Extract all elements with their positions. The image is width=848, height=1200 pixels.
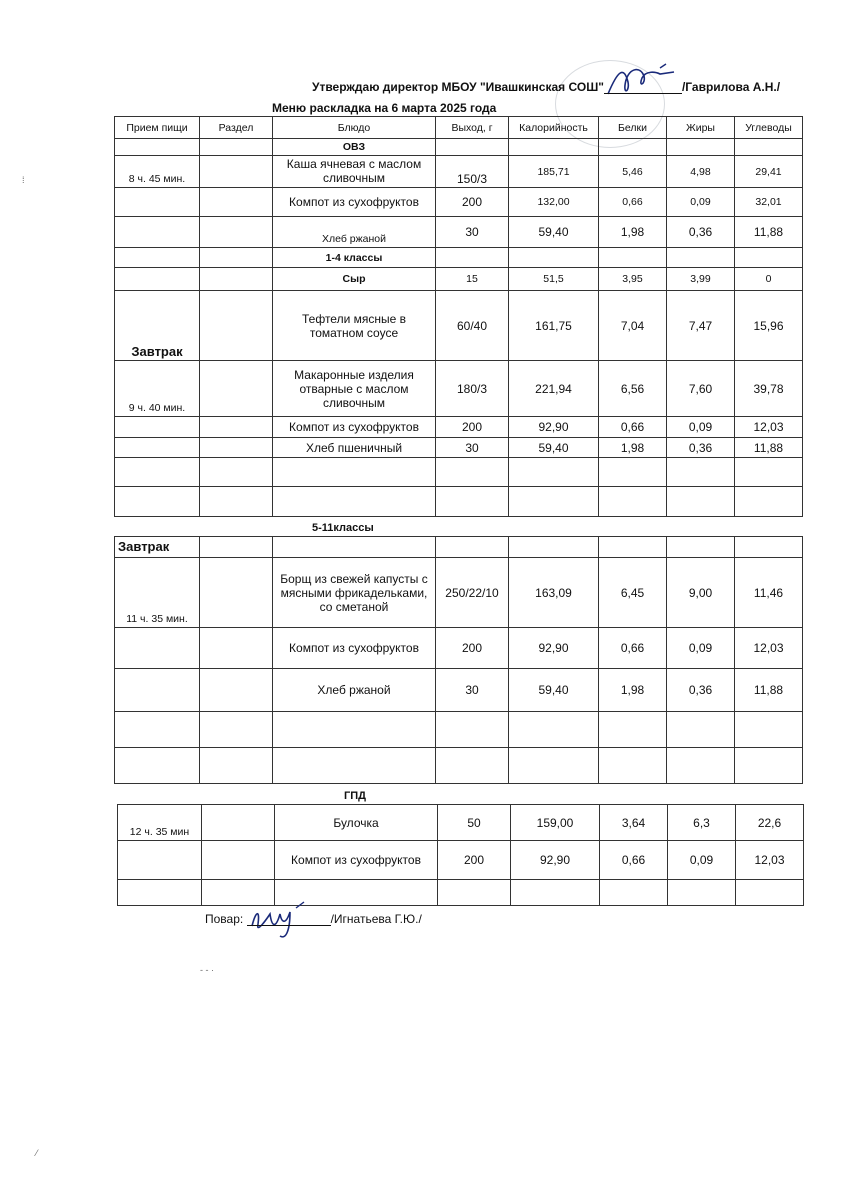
dish-fat: 9,00 (667, 558, 735, 628)
empty-row (115, 748, 803, 784)
dish-carbs: 11,88 (735, 669, 803, 712)
dish-name: Борщ из свежей капусты с мясными фрикадельками, со сметаной (273, 558, 436, 628)
dish-carbs: 22,6 (736, 805, 804, 841)
col-carbs: Углеводы (735, 117, 803, 139)
dish-output: 30 (436, 217, 509, 248)
meal-time-5-11: 11 ч. 35 мин. (115, 558, 200, 628)
meal-time-gpd: 12 ч. 35 мин (118, 805, 202, 841)
dish-carbs: 39,78 (735, 361, 803, 417)
dish-output: 60/40 (436, 291, 509, 361)
approval-text: Утверждаю директор МБОУ "Ивашкинская СОШ" (312, 80, 604, 94)
dish-protein: 0,66 (599, 417, 667, 438)
dish-output: 150/3 (436, 156, 509, 188)
dish-output: 180/3 (436, 361, 509, 417)
table-row (115, 558, 803, 628)
dish-name: Компот из сухофруктов (273, 417, 436, 438)
dish-protein: 0,66 (599, 628, 667, 669)
table-row (115, 188, 803, 217)
table-row (115, 438, 803, 458)
col-kcal: Калорийность (509, 117, 599, 139)
dish-kcal: 51,5 (509, 268, 599, 291)
table-header-row (115, 117, 803, 139)
dish-carbs: 12,03 (736, 841, 804, 880)
col-protein: Белки (599, 117, 667, 139)
dish-name: Компот из сухофруктов (273, 188, 436, 217)
meal-label-1-4: Завтрак (115, 291, 200, 361)
dish-output: 200 (436, 188, 509, 217)
empty-row (115, 458, 803, 487)
dish-output: 200 (438, 841, 511, 880)
dish-carbs: 12,03 (735, 628, 803, 669)
dish-fat: 4,98 (667, 156, 735, 188)
dish-name: Каша ячневая с маслом сливочным (273, 156, 436, 188)
director-name: /Гаврилова А.Н./ (681, 80, 781, 94)
dish-output: 30 (436, 669, 509, 712)
dish-output: 200 (436, 628, 509, 669)
dish-carbs: 0 (735, 268, 803, 291)
dish-kcal: 159,00 (511, 805, 600, 841)
table-row (115, 156, 803, 188)
dish-fat: 0,36 (667, 438, 735, 458)
dish-protein: 0,66 (600, 841, 668, 880)
dish-carbs: 29,41 (735, 156, 803, 188)
dish-fat: 0,09 (667, 417, 735, 438)
section-label-5-11: 5-11классы (312, 522, 374, 534)
dish-output: 30 (436, 438, 509, 458)
dish-carbs: 11,88 (735, 438, 803, 458)
dish-kcal: 59,40 (509, 217, 599, 248)
dish-protein: 3,64 (600, 805, 668, 841)
dish-carbs: 32,01 (735, 188, 803, 217)
dish-name: Хлеб ржаной (273, 669, 436, 712)
menu-table-gpd (117, 804, 804, 906)
dish-fat: 0,09 (667, 628, 735, 669)
dish-kcal: 163,09 (509, 558, 599, 628)
dish-name: Сыр (273, 268, 436, 291)
table-row (115, 268, 803, 291)
dish-carbs: 11,46 (735, 558, 803, 628)
approval-line (312, 80, 780, 94)
menu-table-main (114, 116, 803, 517)
dish-carbs: 15,96 (735, 291, 803, 361)
dish-protein: 6,45 (599, 558, 667, 628)
section-label-ovz: ОВЗ (273, 139, 436, 156)
col-meal: Прием пищи (115, 117, 200, 139)
section-row-1-4 (115, 248, 803, 268)
table-row (115, 628, 803, 669)
cook-signature-blank (247, 913, 331, 926)
meal-time-1-4: 9 ч. 40 мин. (115, 361, 200, 417)
dish-output: 200 (436, 417, 509, 438)
dish-fat: 0,09 (667, 188, 735, 217)
meal-label-5-11: Завтрак (115, 537, 200, 558)
dish-protein: 1,98 (599, 669, 667, 712)
cook-label: Повар: (205, 912, 244, 926)
section-row-ovz (115, 139, 803, 156)
dish-fat: 6,3 (668, 805, 736, 841)
meal-time-ovz: 8 ч. 45 мин. (115, 156, 200, 188)
table-row (118, 805, 804, 841)
dish-carbs: 12,03 (735, 417, 803, 438)
dish-name: Хлеб ржаной (273, 217, 436, 248)
signature-blank (604, 81, 682, 94)
dish-kcal: 92,90 (509, 628, 599, 669)
dish-kcal: 161,75 (509, 291, 599, 361)
dish-kcal: 92,90 (509, 417, 599, 438)
dish-protein: 1,98 (599, 217, 667, 248)
dish-kcal: 92,90 (511, 841, 600, 880)
section-label-1-4: 1-4 классы (273, 248, 436, 268)
table-row (115, 217, 803, 248)
dish-kcal: 59,40 (509, 669, 599, 712)
empty-row (115, 487, 803, 517)
table-row (115, 417, 803, 438)
dish-name: Компот из сухофруктов (273, 628, 436, 669)
section-label-gpd: ГПД (344, 790, 366, 802)
empty-row (118, 880, 804, 906)
dish-kcal: 185,71 (509, 156, 599, 188)
dish-fat: 3,99 (667, 268, 735, 291)
table-row (118, 841, 804, 880)
dish-fat: 7,47 (667, 291, 735, 361)
dish-fat: 7,60 (667, 361, 735, 417)
table-row (115, 669, 803, 712)
footer-line (205, 912, 422, 926)
dish-protein: 5,46 (599, 156, 667, 188)
col-fat: Жиры (667, 117, 735, 139)
dish-protein: 3,95 (599, 268, 667, 291)
dish-name: Булочка (275, 805, 438, 841)
dish-output: 250/22/10 (436, 558, 509, 628)
col-section: Раздел (200, 117, 273, 139)
dish-kcal: 59,40 (509, 438, 599, 458)
dish-name: Компот из сухофруктов (275, 841, 438, 880)
col-dish: Блюдо (273, 117, 436, 139)
meal-row-5-11 (115, 537, 803, 558)
dish-kcal: 221,94 (509, 361, 599, 417)
dish-protein: 1,98 (599, 438, 667, 458)
col-output: Выход, г (436, 117, 509, 139)
dish-output: 50 (438, 805, 511, 841)
dish-kcal: 132,00 (509, 188, 599, 217)
dish-name: Хлеб пшеничный (273, 438, 436, 458)
dish-fat: 0,09 (668, 841, 736, 880)
cook-name: /Игнатьева Г.Ю./ (330, 912, 422, 926)
menu-title: Меню раскладка на 6 марта 2025 года (272, 101, 497, 115)
table-row (115, 291, 803, 361)
dish-name: Макаронные изделия отварные с маслом сливочным (273, 361, 436, 417)
scan-speck: ‐ ‐ · (200, 965, 214, 975)
dish-fat: 0,36 (667, 217, 735, 248)
table-row (115, 361, 803, 417)
dish-protein: 7,04 (599, 291, 667, 361)
dish-protein: 6,56 (599, 361, 667, 417)
dish-protein: 0,66 (599, 188, 667, 217)
dish-name: Тефтели мясные в томатном соусе (273, 291, 436, 361)
dish-output: 15 (436, 268, 509, 291)
dish-carbs: 11,88 (735, 217, 803, 248)
scan-speck: ⁞ (22, 175, 25, 185)
menu-table-5-11 (114, 536, 803, 784)
scan-speck: ⁄ (36, 1148, 38, 1158)
dish-fat: 0,36 (667, 669, 735, 712)
empty-row (115, 712, 803, 748)
